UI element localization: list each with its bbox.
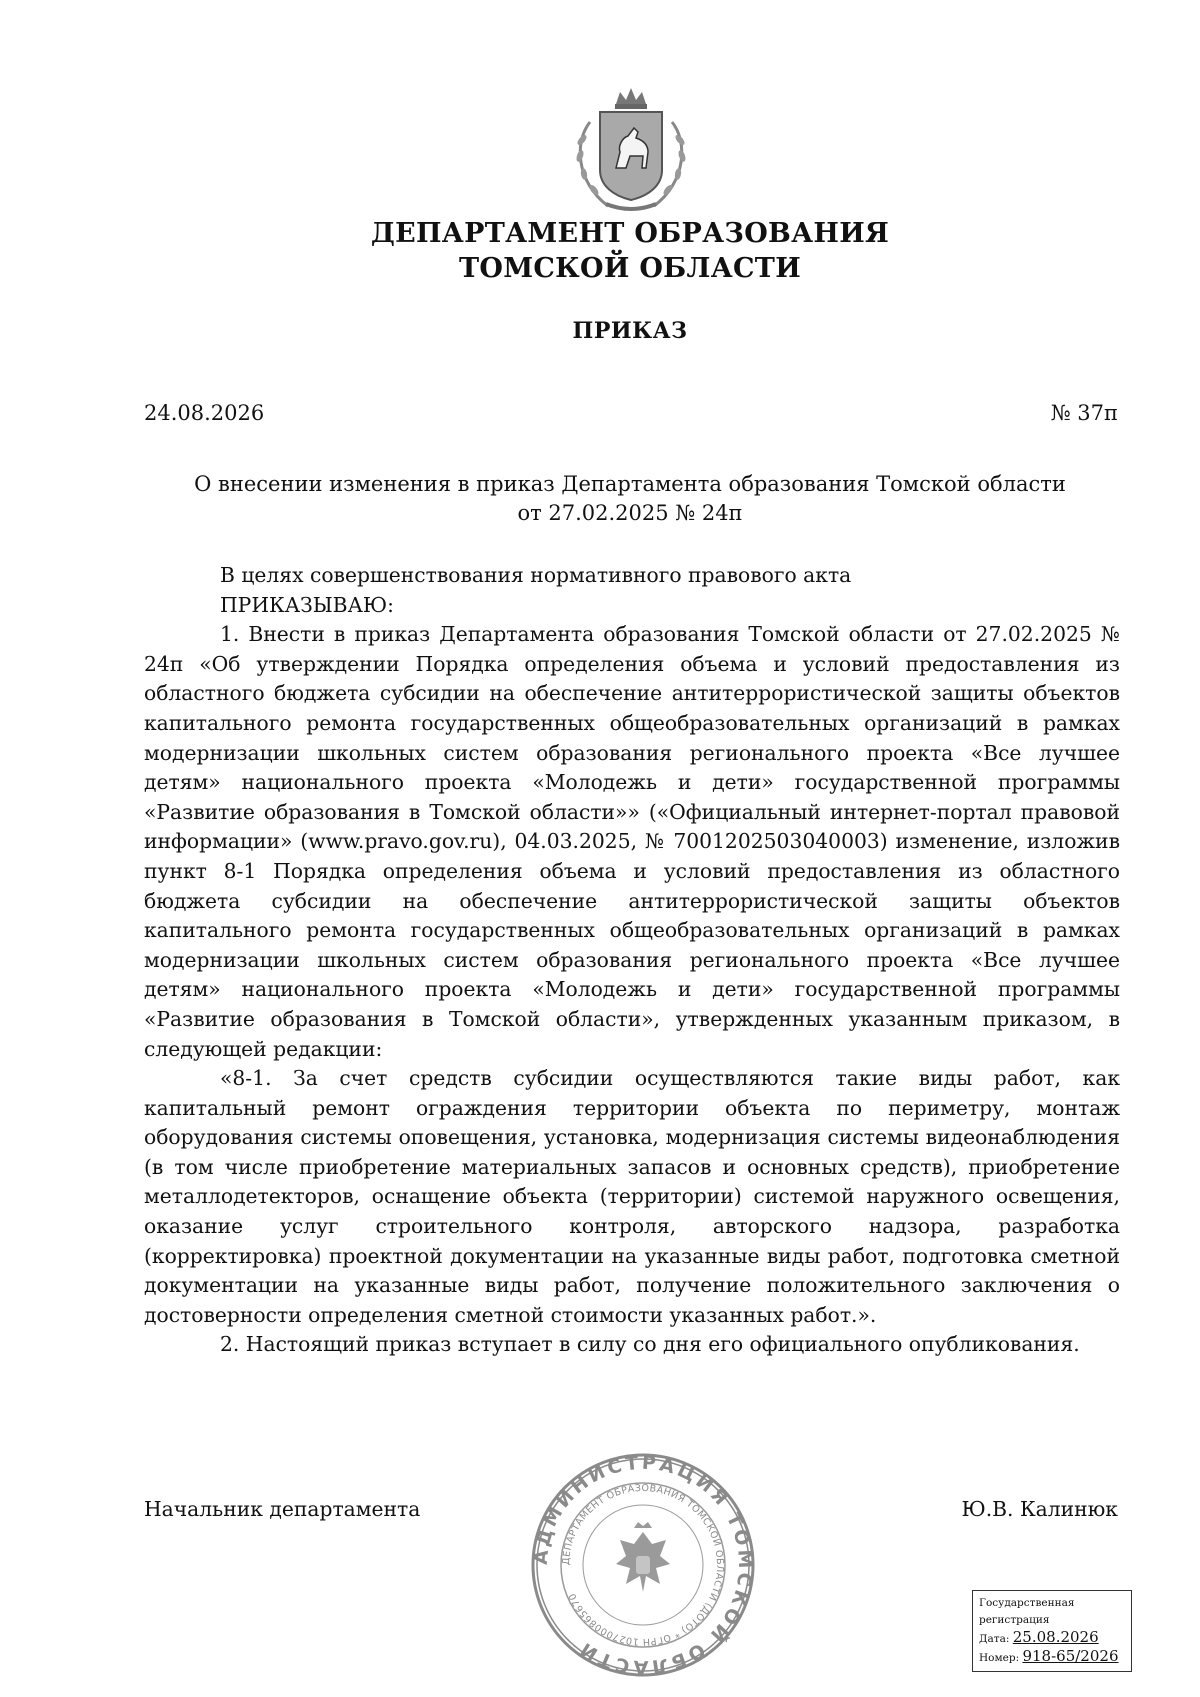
document-body <box>144 561 1120 1360</box>
document-type: ПРИКАЗ <box>572 318 688 344</box>
item-2-paragraph: 2. Настоящий приказ вступает в силу со дня его официального опубликования. <box>220 1332 1080 1357</box>
quoted-clause-paragraph: «8-1. За счет средств субсидии осуществляются такие виды работ, как капитальный ремонт ограждения территории объекта по периметру, монтаж оборудования системы оповещения, установка, модернизация системы видеонаблюдения (в том числе приобретение материальных запасов и основных средств), приобретение металлодетекторов, оснащение объекта (территории) системой наружного освещения, оказание услуг строительного контроля, авторского надзора, разработка (корректировка) проектной документации на указанные виды работ, подготовка сметной документации на указанные виды работ, получение положительного заключения о достоверности определения сметной стоимости указанных работ.». <box>144 1066 1120 1327</box>
organization-name-line2: ТОМСКОЙ ОБЛАСТИ <box>458 253 802 284</box>
registration-number-value: 918-65/2026 <box>1022 1647 1119 1665</box>
document-date: 24.08.2026 <box>144 401 265 425</box>
registration-number-label: Номер: <box>979 1652 1020 1664</box>
registration-box <box>972 1590 1132 1672</box>
seal-inner-text: ДЕПАРТАМЕНТ ОБРАЗОВАНИЯ ТОМСКОЙ ОБЛАСТИ (ДОТО) * ОГРН 1027000865670 <box>560 1482 726 1648</box>
coat-of-arms-icon <box>568 82 694 218</box>
document-title <box>160 470 1100 528</box>
intro-paragraph: В целях совершенствования нормативного правового акта <box>220 563 852 587</box>
registration-date-value: 25.08.2026 <box>1012 1628 1099 1646</box>
order-word: ПРИКАЗЫВАЮ: <box>220 592 394 617</box>
official-seal-icon <box>530 1452 756 1678</box>
seal-outer-text: АДМИНИСТРАЦИЯ ТОМСКОЙ ОБЛАСТИ <box>530 1452 756 1678</box>
title-line1: О внесении изменения в приказ Департамента образования Томской области <box>194 472 1066 496</box>
registration-number-row <box>979 1648 1125 1667</box>
item-1-paragraph: 1. Внести в приказ Департамента образования Томской области от 27.02.2025 № 24п «Об утверждении Порядка определения объема и условий предоставления из областного бюджета субсидии на обеспечение антитеррористической защиты объектов капитального ремонта государственных общеобразовательных организаций в рамках модернизации школьных систем образования регионального проекта «Все лучшее детям» национального проекта «Молодежь и дети» государственной программы «Развитие образования в Томской области»» («Официальный интернет-портал правовой информации» (www.pravo.gov.ru), 04.03.2025, № 7001202503040003) изменение, изложив пункт 8-1 Порядка определения объема и условий предоставления из областного бюджета субсидии на обеспечение антитеррористической защиты объектов капитального ремонта государственных общеобразовательных организаций в рамках модернизации школьных систем образования регионального проекта «Все лучшее детям» национального проекта «Молодежь и дети» государственной программы «Развитие образования в Томской области», утвержденных указанным приказом, в следующей редакции: <box>144 622 1120 1061</box>
organization-name-line1: ДЕПАРТАМЕНТ ОБРАЗОВАНИЯ <box>370 218 890 249</box>
signatory-name: Ю.В. Калинюк <box>961 1497 1118 1521</box>
document-number: № 37п <box>1050 401 1118 425</box>
signatory-position: Начальник департамента <box>144 1497 421 1521</box>
registration-heading: Государственная регистрация <box>979 1597 1075 1626</box>
registration-date-row <box>979 1629 1125 1648</box>
title-line2: от 27.02.2025 № 24п <box>517 501 743 525</box>
registration-date-label: Дата: <box>979 1633 1010 1645</box>
